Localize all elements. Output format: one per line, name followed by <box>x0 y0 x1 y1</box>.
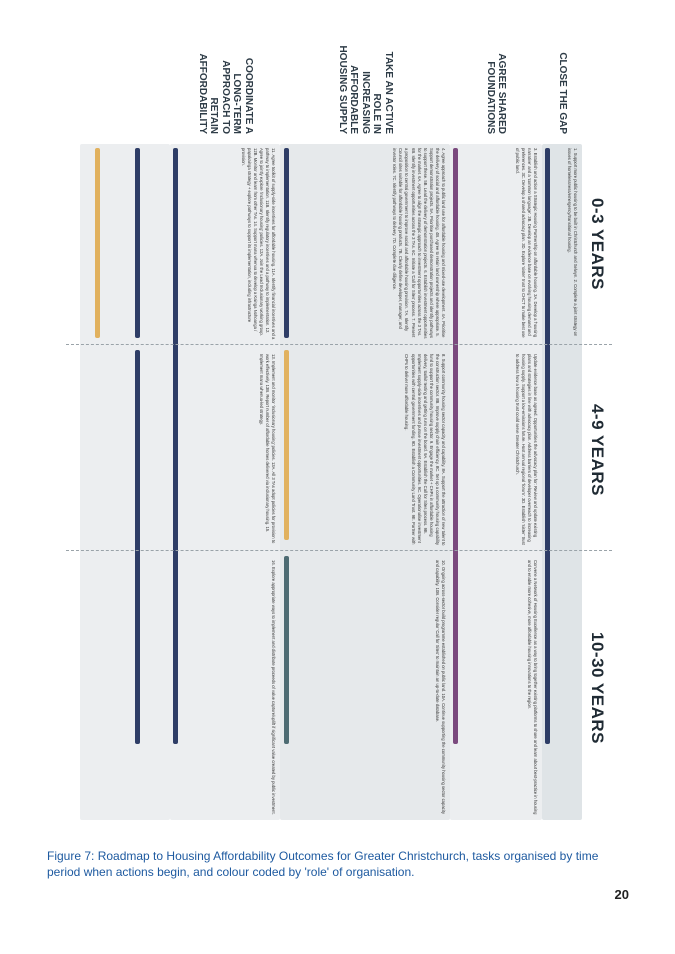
timeline-bar <box>284 350 289 540</box>
header-10-30-years: 10-30 YEARS <box>587 632 607 744</box>
timeline-bar <box>284 556 289 744</box>
corner-spacer <box>582 42 612 138</box>
timeline-bar <box>173 148 178 744</box>
timeline-bar <box>135 148 140 338</box>
figure-caption: Figure 7: Roadmap to Housing Affordability Outcomes for Greater Christchurch, tasks organised by time period when actions begin, and colour coded by 'role' of organisation. <box>47 849 599 879</box>
cell-active-0-3: 4. Agree approach to public land use for affordable housing and mixed-use development. 4A. Prioritise the delivery of social and affordable housing. 4B. Agree to retain land ownership where appropriate. 5. Support demonstration projects. 5A. Prioritise purchased demonstration projects and identify pathways to support these. 5B. Lead the delivery of demonstration projects. 6. Establish investment opportunities for the market. 6A. Agree to align the strategic approach to investment opportunities across the 3 TAs. 6B. Identify investment opportunities across the 3 TAs. 6C. Initiate a 'Call for Sites' process. 7. Present a proposition to central government to improve social and affordable housing provision. 7A. Identify Council sites suitable for affordable housing products. 7B. Clearly define developer, manager, and investor roles. 7C. Identify pathways to delivery. 7D. Complete due diligence. <box>391 148 446 339</box>
page-number: 20 <box>614 887 629 902</box>
cell-coord-0-3: 11. Agree toolkit of supply-side incentives for affordable housing. 11A. Identify financial incentives and a pathway to implementation. 11B. Identify regulatory incentives and a pathway to implementation. 12. Agree to jointly explore 'inclusionary housing' policies. 12A. Join the Lead Inclusionary working group. 12B. Monitor and learn from other TAs. 14. Support mana whenua to develop a Kainga Nohoanga / papakainga strategy + explore pathways to support its implementation, including infrastructure provision. <box>240 148 276 340</box>
time-divider <box>66 550 612 551</box>
row-label-coordinate: COORDINATE A LONG-TERM APPROACH TO RETAIN AFFORDABILITY <box>196 53 254 134</box>
cell-found-0-3: 3. Establish and action a Strategic Housing Partnership on affordable housing. 3A. Develop a 'housing narrative' and a 'common language'. 3B. Develop an evidence base on evolving housing demand and preferences. 3C. Develop a shared advocacy plan. 3D. Explore 'sister' trust to CHCT to make best use of public land. <box>514 148 538 338</box>
band-close-the-gap <box>542 144 582 820</box>
header-4-9-years: 4-9 YEARS <box>587 403 607 497</box>
time-divider <box>66 344 612 345</box>
spacer <box>80 42 170 138</box>
row-label-active-role: TAKE AN ACTIVE ROLE IN INCREASING AFFORDABLE HOUSING SUPPLY <box>336 45 394 134</box>
roadmap-figure <box>58 28 618 828</box>
cell-gap-0-3: 1. Support more public housing to be built in Christchurch and Selwyn. 2. Complete a joint strategy on issues of homelessness/emergency/transitional housing. <box>566 148 578 337</box>
timeline-bar <box>135 350 140 744</box>
header-0-3-years: 0-3 YEARS <box>587 197 607 291</box>
row-label-shared-foundations: AGREE SHARED FOUNDATIONS <box>484 53 507 134</box>
band-coordinate-extra <box>80 144 170 820</box>
timeline-bar <box>545 148 550 744</box>
cell-active-10-30: 10. Ongoing across-sector build programme established on public land. 10A. Continue supporting the community housing sector capacity and capability. 10B. Consider regular 'Call for Sites' to maintain an up-to-date database. <box>434 560 446 814</box>
band-active-role <box>280 144 450 820</box>
timeline-bar <box>453 148 458 744</box>
cell-coord-4-9: 13. Implement and monitor 'inclusionary housing' policies. 13A. All 3 TAs adopt policies for provision to work effectively. 13B. Report number of affordable homes delivered via inclusionary housing. 15. Implement mana whenua-led strategy. <box>258 354 276 544</box>
band-shared-foundations <box>450 144 542 820</box>
cell-active-4-9: 8. Support community housing sector capacity and capability. 8A. Support the attraction of new talent to the construction sector. 8B. Improve supply chain efficiency. 8C. Set up a community housing capability fund to support the community housing sector. 9. Engage the market + CHPs in affordable housing delivery, toolkit testing and getting runs on the board. 9A. Establish the Call for Sites process. 9B. Implement supply-side incentives and pursue investment opportunities. 9C. Operationalise investment opportunities with central government funding. 9D. Establish a Community Land Trust. 9E. Partner with CHPs to deliver more affordable housing. <box>403 354 446 546</box>
cell-coord-10-30: 16. Explore appropriate ways to implement and distribute proceeds of value capture/uplift if significant value created by public investment. <box>270 560 276 815</box>
row-label-close-the-gap: CLOSE THE GAP <box>556 52 568 134</box>
band-coordinate <box>170 144 280 820</box>
cell-found-10-30: Convene a Network of Housing Excellence as a way to bring together existing platforms to share and learn about best-practice in housing and to enable more cohesive, more affordable housing innovations to the region. <box>526 560 538 815</box>
cell-found-4-9: Update evidence base as agreed. Opportunities the advocacy plan for: Review and update existing plans and strategies in line with advocacy plan. Address barriers of developer overreach to increasing housing supply. Support a low-emissions future. Host annual regional 'forum'. 3D. Establish 'sister' trust to address how a housing trust could serve Greater Christchurch. <box>514 354 538 545</box>
timeline-bar <box>284 148 289 338</box>
timeline-bar <box>95 148 100 338</box>
